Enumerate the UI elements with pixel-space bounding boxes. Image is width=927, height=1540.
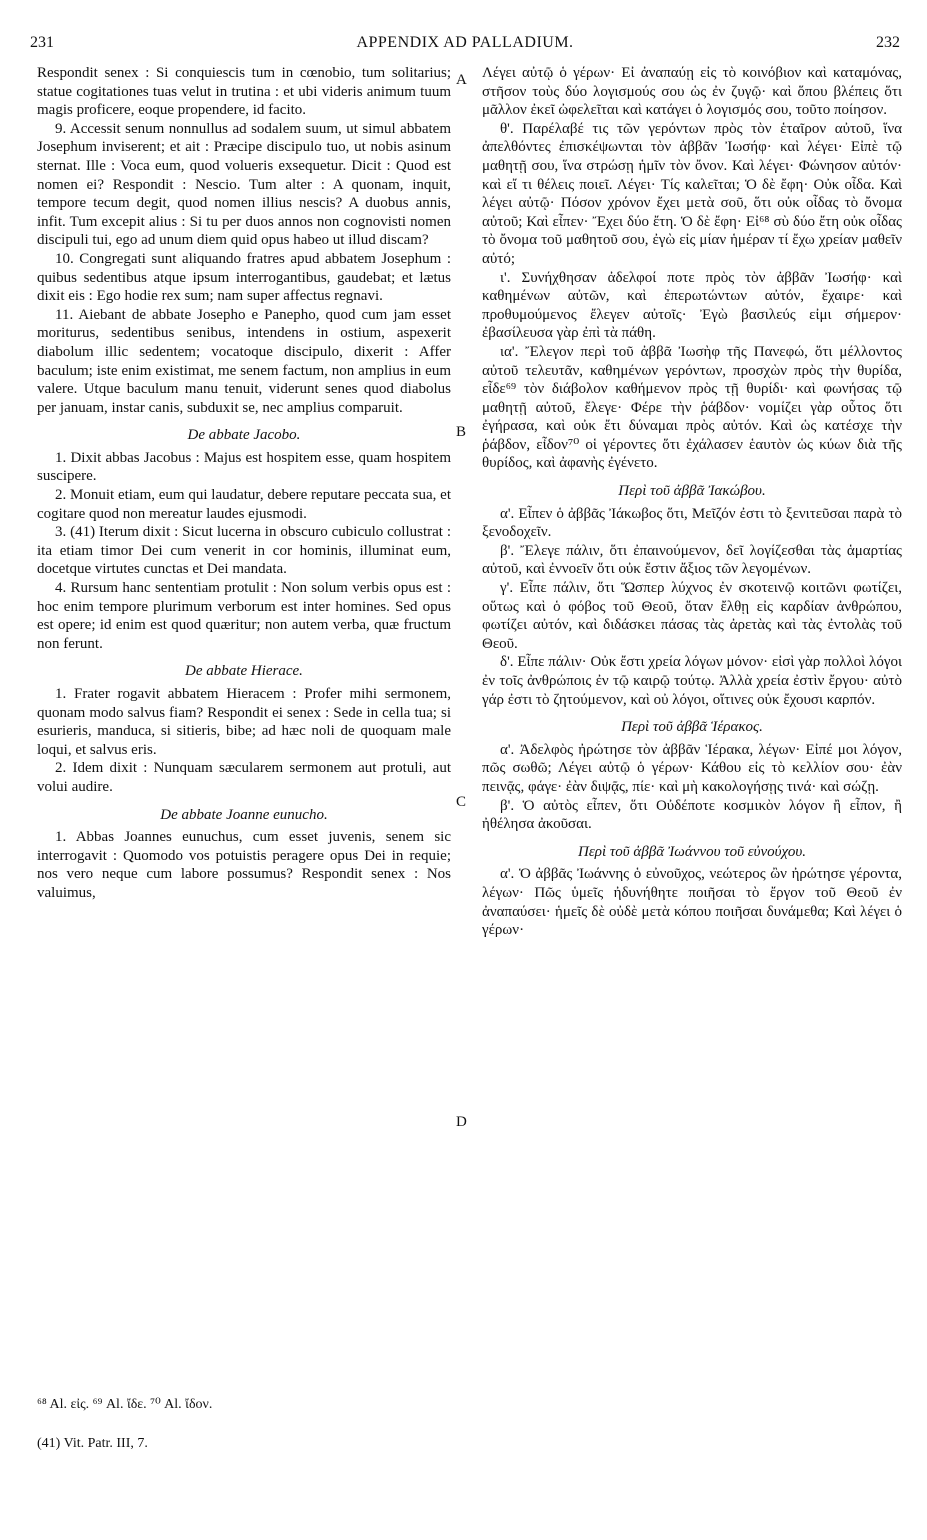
paragraph: Λέγει αὐτῷ ὁ γέρων· Εἰ ἀναπαύῃ εἰς τὸ κοινόβιον καὶ καταμόνας, στῆσον τοὺς δύο λογισμούς σου ὡς ἐν ζυγῷ· καὶ ὅπου βλέπεις ὅτι μᾶλλον ἐκεῖ ὠφελεῖται καὶ κατάγει ὁ λογισμός σου, τοῦτο ποίησον.	[482, 65, 902, 119]
page-number-left: 231	[30, 34, 54, 51]
paragraph: 1. Frater rogavit abbatem Hieracem : Profer mihi sermonem, quonam modo salvus fiam? Respondit ei senex : Sede in cella tua; si esurieris, manduca, si sitieris, bibe; ad hæc noli de quoquam male loqui, et salvus eris.	[37, 686, 451, 758]
section-heading: Περὶ τοῦ ἀββᾶ Ἰακώβου.	[618, 483, 766, 500]
section-heading: De abbate Hierace.	[185, 663, 303, 680]
paragraph: γ'. Εἶπε πάλιν, ὅτι Ὥσπερ λύχνος ἐν σκοτεινῷ κοιτῶνι φωτίζει, οὕτως καὶ ὁ φόβος τοῦ Θεοῦ, ὅταν ἔλθῃ εἰς καρδίαν ἀνθρώπου, φωτίζει αὐτόν, καὶ διδάσκει πάσας τὰς ἀρετὰς καὶ τὰς ἐντολὰς τοῦ Θεοῦ.	[482, 580, 902, 652]
paragraph: 2. Monuit etiam, eum qui laudatur, debere reputare peccata sua, et cogitare quod non mereatur laudes ejusmodi.	[37, 487, 451, 522]
paragraph: θ'. Παρέλαβέ τις τῶν γερόντων πρὸς τὸν ἑταῖρον αὐτοῦ, ἵνα ἀπελθόντες ἐπισκέψωνται τὸν ἀββᾶν Ἰωσήφ· καὶ λέγει· Εἰπὲ τῷ μαθητῇ σου, ἵνα στρώσῃ ἡμῖν τὸν ὄνον. Καὶ λέγει· Φώνησον αὐτόν· καὶ εἴ τι θέλεις ποιεῖ. Λέγει· Τίς καλεῖται; Ὁ δὲ ἔφη· Οὐκ οἶδα. Καὶ λέγει αὐτῷ· Πόσον χρόνον ἔχει μετὰ σοῦ, ὅτι οὐκ οἶδας τὸ ὄνομα αὐτοῦ; Καὶ εἶπεν· Ἔχει δύο ἔτη. Ὁ δὲ ἔφη· Εἰ⁶⁸ σὺ δύο ἔτη οὐκ οἶδας τὸ ὄνομα τοῦ μαθητοῦ σου, ἐγὼ εἰς μίαν ἡμέραν τί ἔχω χρείαν μαθεῖν αὐτό;	[482, 120, 902, 267]
page-number-right: 232	[876, 34, 900, 51]
paragraph: β'. Ὁ αὐτὸς εἶπεν, ὅτι Οὐδέποτε κοσμικὸν λόγον ἢ εἶπον, ἢ ἠθέλησα ἀκοῦσαι.	[482, 797, 902, 833]
paragraph: α'. Ἀδελφὸς ἠρώτησε τὸν ἀββᾶν Ἱέρακα, λέγων· Εἰπέ μοι λόγον, πῶς σωθῶ; Λέγει αὐτῷ ὁ γέρων· Κάθου εἰς τὸ κελλίον σου· ἐὰν πεινᾷς, φάγε· ἐὰν διψᾷς, πίε· καὶ μὴ κακολογήσῃς τινά· καὶ σώζῃ.	[482, 741, 902, 795]
paragraph: 10. Congregati sunt aliquando fratres apud abbatem Josephum : quibus sedentibus atque ipsum interrogantibus, gaudebat; et lætus dixit eis : Ego hodie rex sum; nam super affectus regnavi.	[37, 250, 451, 305]
paragraph: Respondit senex : Si conquiescis tum in cœnobio, tum solitarius; statue cogitationes tuas velut in trutina : et ubi videris animum tuum magis proficere, eoque propendere, id facito.	[37, 65, 451, 119]
paragraph: ι'. Συνήχθησαν ἀδελφοί ποτε πρὸς τὸν ἀββᾶν Ἰωσήφ· καὶ καθημένων αὐτῶν, καὶ ἐπερωτώντων αὐτόν, ἔχαιρε· καὶ προθυμούμενος ἔλεγεν αὐτοῖς· Ἐγὼ βασιλεύς εἰμι σήμερον· ἐβασίλευσα γὰρ ἐπὶ τὰ πάθη.	[482, 269, 902, 342]
latin-column	[37, 64, 451, 903]
section-heading: De abbate Joanne eunucho.	[160, 806, 328, 823]
paragraph: α'. Ὁ ἀββᾶς Ἰωάννης ὁ εὐνοῦχος, νεώτερος ὢν ἠρώτησε γέροντα, λέγων· Πῶς ὑμεῖς ἠδυνήθητε ποιῆσαι τὸ ἔργον τοῦ Θεοῦ ἐν ἀναπαύσει· ἡμεῖς δὲ οὐδὲ μετὰ κόπου ποιῆσαι δυνάμεθα; Καὶ λέγει ὁ γέρων·	[482, 866, 902, 939]
paragraph: ια'. Ἔλεγον περὶ τοῦ ἀββᾶ Ἰωσὴφ τῆς Πανεφώ, ὅτι μέλλοντος αὐτοῦ τελευτᾶν, καθημένων γερόντων, προσχὼν πρὸς τὴν θυρίδα, εἶδε⁶⁹ τὸν διάβολον καθήμενον πρὸς τῇ θυρίδι· καὶ φωνήσας τῷ μαθητῇ αὐτοῦ, ἔλεγε· Φέρε τὴν ῥάβδον· νομίζει γὰρ οὗτος ὅτι ἐγήρασα, καὶ οὐκ ἔτι δύναμαι πρὸς αὐτόν. Καὶ ὡς κατέσχε τὴν ῥάβδον, εἶδον⁷⁰ οἱ γέροντες ὅτι ἐχάλασεν ἑαυτὸν ὡς κύων διὰ τῆς θυρίδος, καὶ ἀφανὴς ἐγένετο.	[482, 343, 902, 472]
footnote-source: (41) Vit. Patr. III, 7.	[37, 1436, 148, 1451]
paragraph: 4. Rursum hanc sententiam protulit : Non solum verbis opus est : hoc enim tempore plurimum verborum est inter homines. Sed opus est opere; id enim est quod quæritur; non autem verba, quæ fructum non ferunt.	[37, 580, 451, 652]
paragraph: α'. Εἶπεν ὁ ἀββᾶς Ἰάκωβος ὅτι, Μεῖζόν ἐστι τὸ ξενιτεῦσαι παρὰ τὸ ξενοδοχεῖν.	[482, 505, 902, 541]
section-heading: De abbate Jacobo.	[187, 427, 301, 444]
margin-marker: D	[456, 1114, 467, 1130]
paragraph: 2. Idem dixit : Nunquam sæcularem sermonem aut protuli, aut volui audire.	[37, 760, 451, 795]
paragraph: 9. Accessit senum nonnullus ad sodalem suum, ut simul abbatem Josephum inviserent; et ait : Præcipe discipulo tuo, ut nobis asinum sternat. Ille : Voca eum, quod volueris exsequetur. Dicit : Quod est nomen ei? Respondit : Nescio. Tum alter : A quonam, inquit, tempore tecum degit, quod nomen illius nescis? A duobus annis, infit. Tum excepit alius : Si tu per duos annos non cognovisti nomen discipuli tui, ego ad unum diem quid opus habeo ut illud discam?	[37, 120, 451, 249]
paragraph: 1. Abbas Joannes eunuchus, cum esset juvenis, senem sic interrogavit : Quomodo vos potuistis peragere opus Dei in requie; nos vero neque cum labore possumus? Respondit senex : Nos valuimus,	[37, 829, 451, 901]
margin-marker: C	[456, 794, 467, 810]
paragraph: 11. Aiebant de abbate Josepho e Panepho, quod cum jam esset moriturus, sedentibus senibus, intendens in ostium, aspexerit diabolum illic sedentem; vocatoque discipulo, dixerit : Affer baculum; iste enim existimat, me senem factum, non amplius in eum valere. Utque baculum manu tenuit, viderunt senes quod diabolus per januam, instar canis, subduxit se, nec amplius comparuit.	[37, 306, 451, 416]
footnote-variants: ⁶⁸ Al. εἰς. ⁶⁹ Al. ἴδε. ⁷⁰ Al. ἴδον.	[37, 1397, 213, 1412]
running-title: APPENDIX AD PALLADIUM.	[356, 34, 574, 51]
paragraph: δ'. Εἶπε πάλιν· Οὐκ ἔστι χρεία λόγων μόνον· εἰσὶ γὰρ πολλοὶ λόγοι ἐν τοῖς ἀνθρώποις ἐν τῷ καιρῷ τούτῳ. Ἀλλὰ χρεία ἐστὶν ἔργου· αὐτὸ γάρ ἐστι τὸ ζητούμενον, καὶ οὐ λόγοι, οἵτινες οὐκ ἔχουσι καρπόν.	[482, 654, 902, 708]
section-heading: Περὶ τοῦ ἀββᾶ Ἱέρακος.	[621, 719, 763, 736]
margin-marker: B	[456, 424, 467, 440]
paragraph: β'. Ἔλεγε πάλιν, ὅτι ἐπαινούμενον, δεῖ λογίζεσθαι τὰς ἁμαρτίας αὐτοῦ, καὶ ἐννοεῖν ὅτι οὐκ ἔστιν ἄξιος τῶν λεγομένων.	[482, 542, 902, 578]
margin-marker: A	[456, 72, 467, 88]
section-heading: Περὶ τοῦ ἀββᾶ Ἰωάννου τοῦ εὐνούχου.	[578, 843, 806, 860]
running-header	[30, 34, 900, 56]
greek-column	[482, 64, 902, 940]
paragraph: 1. Dixit abbas Jacobus : Majus est hospitem esse, quam hospitem suscipere.	[37, 449, 451, 485]
paragraph: 3. (41) Iterum dixit : Sicut lucerna in obscuro cubiculo collustrat : ita etiam timor Dei cum venerit in cor hominis, illuminat eum, docetque virtutes cunctas et Dei mandata.	[37, 524, 451, 578]
